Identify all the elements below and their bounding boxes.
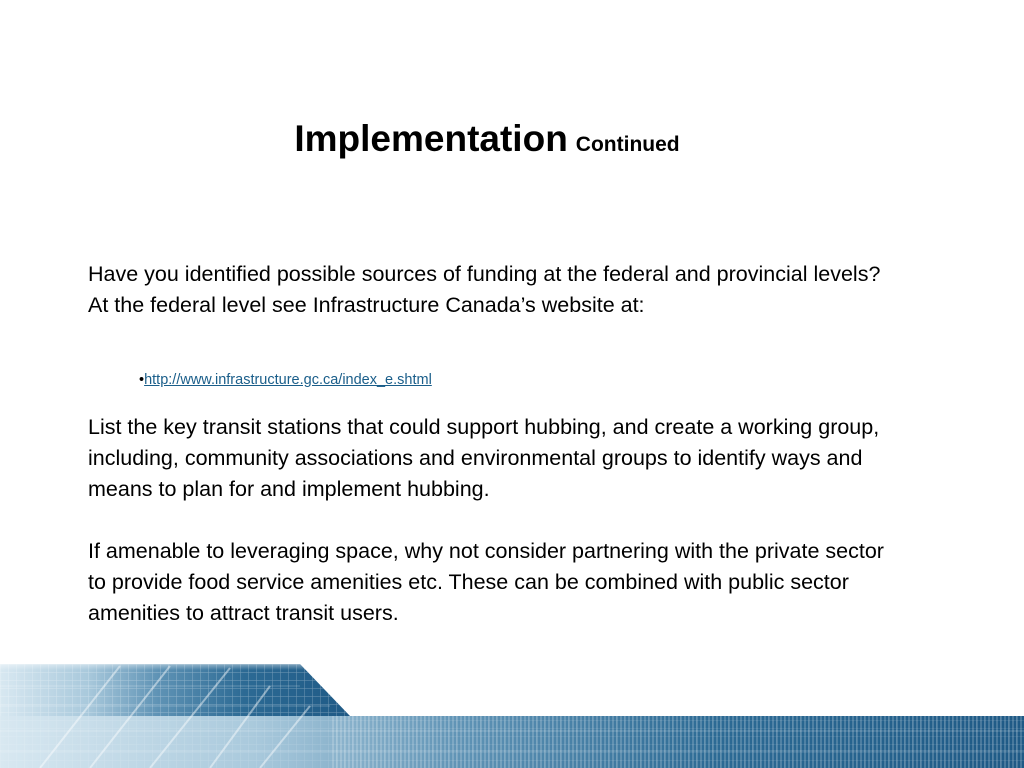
title-main: Implementation [294, 118, 568, 159]
infrastructure-canada-link[interactable]: http://www.infrastructure.gc.ca/index_e.shtml [144, 372, 432, 388]
paragraph-transit-stations: List the key transit stations that could support hubbing, and create a working group, including, community associations and environmental groups to identify ways and means to plan for and implement hubbing. [88, 415, 880, 501]
link-bullet [139, 370, 432, 390]
slide-title [0, 118, 974, 160]
decorative-footer-band [0, 656, 1024, 768]
title-suffix: Continued [575, 133, 680, 156]
paragraph-funding-sources: Have you identified possible sources of funding at the federal and provincial levels? At the federal level see Infrastructure Canada’s website at: [88, 262, 881, 317]
footer-graphic [0, 656, 1024, 768]
paragraph-leveraging-space: If amenable to leveraging space, why not consider partnering with the private sector to provide food service amenities etc. These can be combined with public sector amenities to attract transit users. [88, 539, 884, 625]
bullet-marker: • [139, 372, 145, 388]
